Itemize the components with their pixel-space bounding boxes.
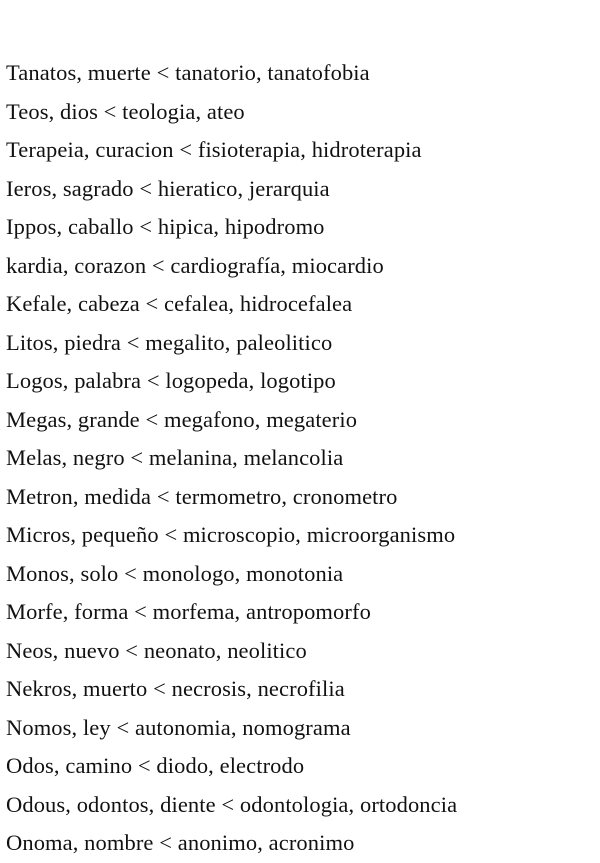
etymology-entry-onoma: Onoma, nombre < anonimo, acronimo <box>6 830 355 855</box>
etymology-entry-logos: Logos, palabra < logopeda, logotipo <box>6 368 336 393</box>
etymology-entry-teos: Teos, dios < teologia, ateo <box>6 98 245 124</box>
etymology-entry-kardia: kardia, corazon < cardiografía, miocardio <box>6 252 384 278</box>
etymology-entry-ieros: Ieros, sagrado < hieratico, jerarquia <box>6 175 330 201</box>
etymology-entry-neos: Neos, nuevo < neonato, neolitico <box>6 637 307 663</box>
etymology-entry-ippos: Ippos, caballo < hipica, hipodromo <box>6 214 325 239</box>
etymology-list <box>6 54 596 863</box>
etymology-entry-monos: Monos, solo < monologo, monotonia <box>6 560 344 586</box>
etymology-entry-morfe: Morfe, forma < morfema, antropomorfo <box>6 599 371 624</box>
etymology-entry-odos: Odos, camino < diodo, electrodo <box>6 753 305 778</box>
etymology-entry-litos: Litos, piedra < megalito, paleolitico <box>6 329 333 355</box>
etymology-entry-metron: Metron, medida < termometro, cronometro <box>6 483 398 509</box>
etymology-entry-melas: Melas, negro < melanina, melancolia <box>6 445 344 470</box>
etymology-entry-nekros: Nekros, muerto < necrosis, necrofilia <box>6 676 345 701</box>
etymology-entry-odous: Odous, odontos, diente < odontologia, ortodoncia <box>6 791 458 817</box>
etymology-entry-kefale: Kefale, cabeza < cefalea, hidrocefalea <box>6 291 353 316</box>
etymology-entry-megas: Megas, grande < megafono, megaterio <box>6 406 358 432</box>
etymology-entry-nomos: Nomos, ley < autonomia, nomograma <box>6 714 351 740</box>
etymology-entry-terapeia: Terapeia, curacion < fisioterapia, hidroterapia <box>6 137 422 162</box>
etymology-entry-micros: Micros, pequeño < microscopio, microorganismo <box>6 522 456 547</box>
etymology-entry-tanatos: Tanatos, muerte < tanatorio, tanatofobia <box>6 60 370 85</box>
